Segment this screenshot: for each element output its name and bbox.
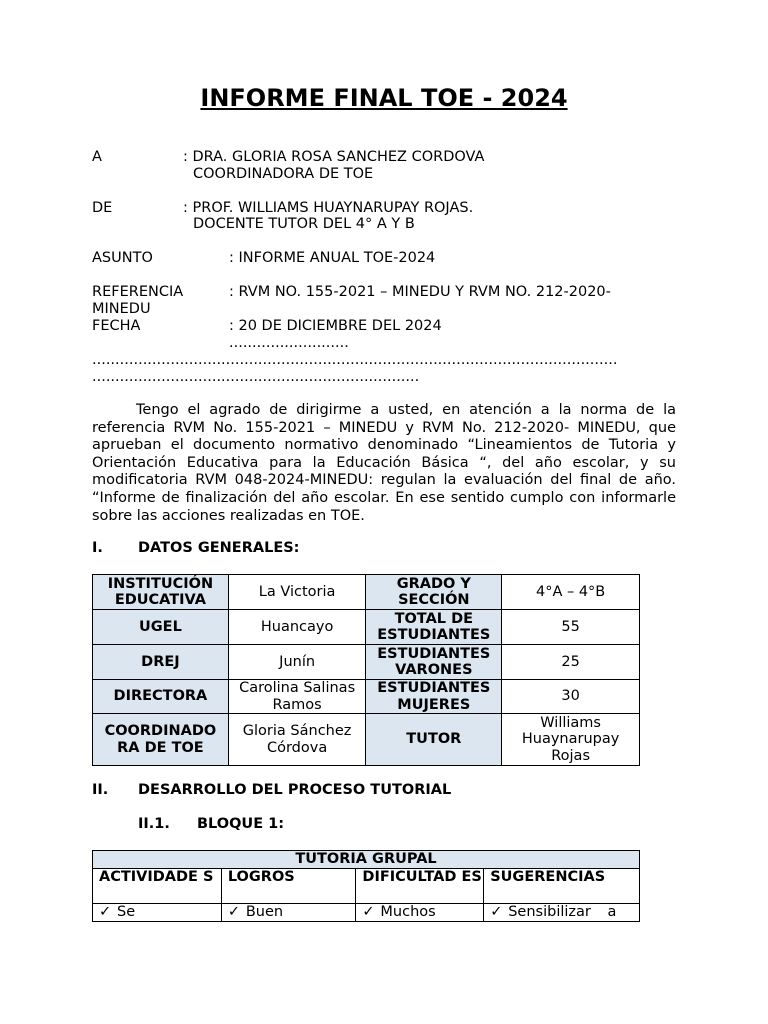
table-cell <box>93 904 222 922</box>
to-line2: COORDINADORA DE TOE <box>193 166 374 182</box>
table-cell <box>484 904 640 922</box>
key-cell: TUTOR <box>366 714 502 766</box>
section-1-number: I. <box>92 540 103 556</box>
key-cell: TOTAL DE ESTUDIANTES <box>366 610 502 645</box>
key-cell: DIRECTORA <box>93 680 229 714</box>
date-value: : 20 DE DICIEMBRE DEL 2024 <box>229 318 442 334</box>
subsection-title: BLOQUE 1: <box>197 816 285 832</box>
date-label: FECHA <box>92 318 141 334</box>
key-cell: INSTITUCIÓN EDUCATIVA <box>93 575 229 610</box>
subject-label: ASUNTO <box>92 250 153 266</box>
subject-value: : INFORME ANUAL TOE-2024 <box>229 250 436 266</box>
value-cell: Carolina Salinas Ramos <box>228 680 366 714</box>
value-cell: 4°A – 4°B <box>502 575 640 610</box>
from-label: DE <box>92 200 113 216</box>
table-cell <box>356 904 484 922</box>
check-icon: ✓ <box>99 904 112 920</box>
section-2-number: II. <box>92 782 109 798</box>
key-cell: COORDINADO RA DE TOE <box>93 714 229 766</box>
reference-label: REFERENCIA <box>92 284 184 300</box>
value-cell: Williams Huaynarupay Rojas <box>502 714 640 766</box>
column-header: LOGROS <box>221 869 356 904</box>
cell-text: Sensibilizar a <box>508 904 617 920</box>
from-line2: DOCENTE TUTOR DEL 4° A Y B <box>193 216 415 232</box>
to-label: A <box>92 149 102 165</box>
tutoria-grupal-table <box>92 850 640 922</box>
table-title: TUTORIA GRUPAL <box>93 851 640 869</box>
check-icon: ✓ <box>490 904 503 920</box>
key-cell: UGEL <box>93 610 229 645</box>
check-icon: ✓ <box>227 904 240 920</box>
key-cell: ESTUDIANTES MUJERES <box>366 680 502 714</box>
dotted-line-1: .......................... <box>229 335 349 351</box>
table-row <box>93 610 640 645</box>
table-cell <box>221 904 356 922</box>
value-cell: 55 <box>502 610 640 645</box>
column-header: DIFICULTAD ES <box>356 869 484 904</box>
section-2-title: DESARROLLO DEL PROCESO TUTORIAL <box>138 782 452 798</box>
section-1-title: DATOS GENERALES: <box>138 540 300 556</box>
value-cell: 25 <box>502 645 640 680</box>
dotted-line-3: ....................................................................... <box>92 369 420 385</box>
table-header-row <box>93 869 640 904</box>
key-cell: ESTUDIANTES VARONES <box>366 645 502 680</box>
table-row <box>93 904 640 922</box>
value-cell: Huancayo <box>228 610 366 645</box>
value-cell: 30 <box>502 680 640 714</box>
cell-text: Muchos <box>380 904 436 920</box>
value-cell: Gloria Sánchez Córdova <box>228 714 366 766</box>
reference-value: : RVM NO. 155-2021 – MINEDU Y RVM NO. 212-2020- <box>229 284 611 300</box>
table-row <box>93 680 640 714</box>
table-row <box>93 645 640 680</box>
key-cell: DREJ <box>93 645 229 680</box>
dotted-line-2: .................................................................................................................. <box>92 352 618 368</box>
document-title: INFORME FINAL TOE - 2024 <box>200 84 568 112</box>
value-cell: La Victoria <box>228 575 366 610</box>
reference-continuation: MINEDU <box>92 301 151 317</box>
check-icon: ✓ <box>362 904 375 920</box>
column-header: ACTIVIDADE S <box>93 869 222 904</box>
column-header: SUGERENCIAS <box>484 869 640 904</box>
table-title-row <box>93 851 640 869</box>
cell-text: Buen <box>245 904 284 920</box>
table-row <box>93 714 640 766</box>
from-line1: : PROF. WILLIAMS HUAYNARUPAY ROJAS. <box>183 200 474 216</box>
subsection-number: II.1. <box>138 816 170 832</box>
intro-paragraph-text: Tengo el agrado de dirigirme a usted, en atención a la norma de la referencia RVM No. 155-2021 – MINEDU y RVM No. 212-2020- MINEDU, que aprueban el documento normativo denominado “Lineamientos de Tutoria y Orientación Educativa para la Educación Básica “, del año escolar, y su modificatoria RVM 048-2024-MINEDU: regulan la evaluación del final de año. “Informe de finalización del año escolar. En ese sentido cumplo con informarle sobre las acciones realizadas en TOE. <box>92 402 676 524</box>
table-row <box>93 575 640 610</box>
intro-paragraph <box>92 402 676 525</box>
value-cell: Junín <box>228 645 366 680</box>
cell-text: Se <box>117 904 136 920</box>
general-data-table <box>92 574 640 766</box>
to-line1: : DRA. GLORIA ROSA SANCHEZ CORDOVA <box>183 149 485 165</box>
key-cell: GRADO Y SECCIÓN <box>366 575 502 610</box>
